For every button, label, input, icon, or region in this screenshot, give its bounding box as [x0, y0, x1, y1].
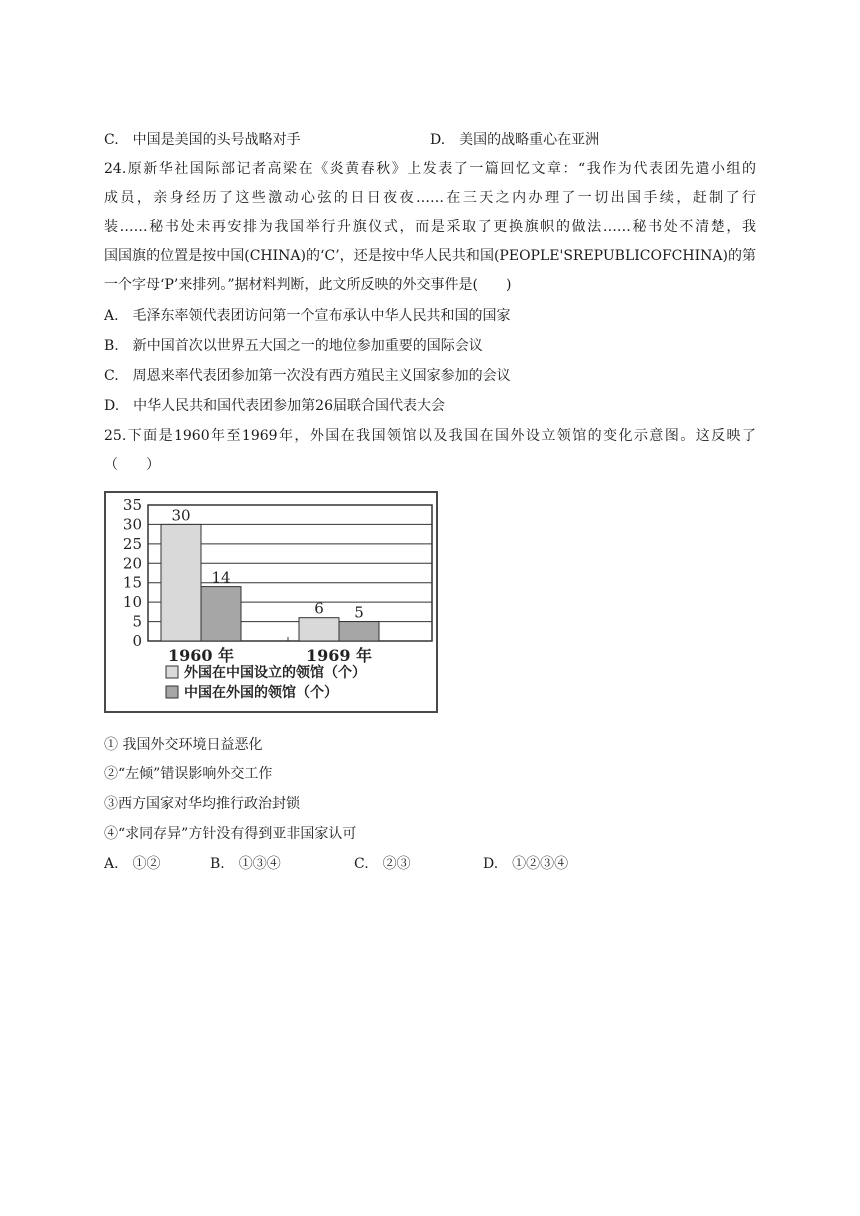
bar-chart-svg [106, 493, 436, 711]
q25-statement-1: ① 我国外交环境日益恶化 [104, 737, 263, 753]
data-label: 5 [354, 603, 364, 622]
q25-stem-line-2: （ ） [104, 457, 160, 473]
data-label: 6 [314, 599, 324, 618]
q24-option-b: B. 新中国首次以世界五大国之一的地位参加重要的国际会议 [104, 338, 483, 354]
q24-option-a: A. 毛泽东率领代表团访问第一个宣布承认中华人民共和国的国家 [104, 308, 511, 324]
bar [299, 618, 339, 641]
q23-option-c: C. 中国是美国的头号战略对手 [104, 132, 301, 148]
q25-stem-line-1: 25.下面是1960年至1969年，外国在我国领馆以及我国在国外设立领馆的变化示意图。这反映了 [104, 428, 756, 444]
bar [339, 622, 379, 641]
q25-option-d: D. ①②③④ [483, 856, 569, 872]
q25-statement-2: ②“左倾”错误影响外交工作 [104, 766, 273, 782]
y-tick-label: 35 [122, 496, 142, 514]
y-tick-label: 30 [122, 515, 142, 534]
y-tick-label: 5 [132, 612, 142, 631]
q24-stem-line-1: 24.原新华社国际部记者高梁在《炎黄春秋》上发表了一篇回忆文章：“我作为代表团先遣小组的 [104, 161, 756, 177]
y-tick-label: 20 [122, 554, 142, 573]
legend-label: 外国在中国设立的领馆（个） [184, 665, 366, 681]
q25-statement-3: ③西方国家对华均推行政治封锁 [104, 796, 300, 812]
x-category-label: 1960 年 [167, 646, 235, 665]
q25-option-a: A. ①② [104, 856, 161, 872]
bar [161, 524, 201, 641]
y-tick-label: 15 [122, 573, 142, 592]
q24-stem-line-4: 国国旗的位置是按中国(CHINA)的‘C’，还是按中华人民共和国(PEOPLE'SREPUBLICOFCHINA)的第 [104, 248, 756, 264]
q25-option-b: B. ①③④ [210, 856, 281, 872]
legend-swatch [166, 666, 178, 678]
data-label: 30 [171, 506, 191, 525]
consulate-bar-chart [104, 491, 438, 713]
q24-stem-line-5: 一个字母‘P’来排列。”据材料判断，此文所反映的外交事件是( ) [104, 277, 512, 293]
q25-option-c: C. ②③ [354, 856, 411, 872]
q24-stem-line-2: 成员，亲身经历了这些激动心弦的日日夜夜……在三天之内办理了一切出国手续，赶制了行 [104, 190, 756, 206]
q23-option-d: D. 美国的战略重心在亚洲 [430, 132, 600, 148]
y-tick-label: 10 [122, 593, 142, 612]
x-category-label: 1969 年 [305, 646, 373, 665]
q24-option-c: C. 周恩来率代表团参加第一次没有西方殖民主义国家参加的会议 [104, 368, 511, 384]
q24-option-d: D. 中华人民共和国代表团参加第26届联合国代表大会 [104, 398, 445, 414]
y-tick-label: 0 [132, 632, 142, 650]
legend-swatch [166, 686, 178, 698]
data-label: 14 [211, 568, 231, 587]
legend-label: 中国在外国的领馆（个） [184, 685, 338, 701]
q25-statement-4: ④“求同存异”方针没有得到亚非国家认可 [104, 826, 357, 842]
y-tick-label: 25 [122, 534, 142, 553]
q24-stem-line-3: 装……秘书处未再安排为我国举行升旗仪式，而是采取了更换旗帜的做法……秘书处不清楚，我 [104, 219, 756, 235]
bar [201, 587, 241, 641]
